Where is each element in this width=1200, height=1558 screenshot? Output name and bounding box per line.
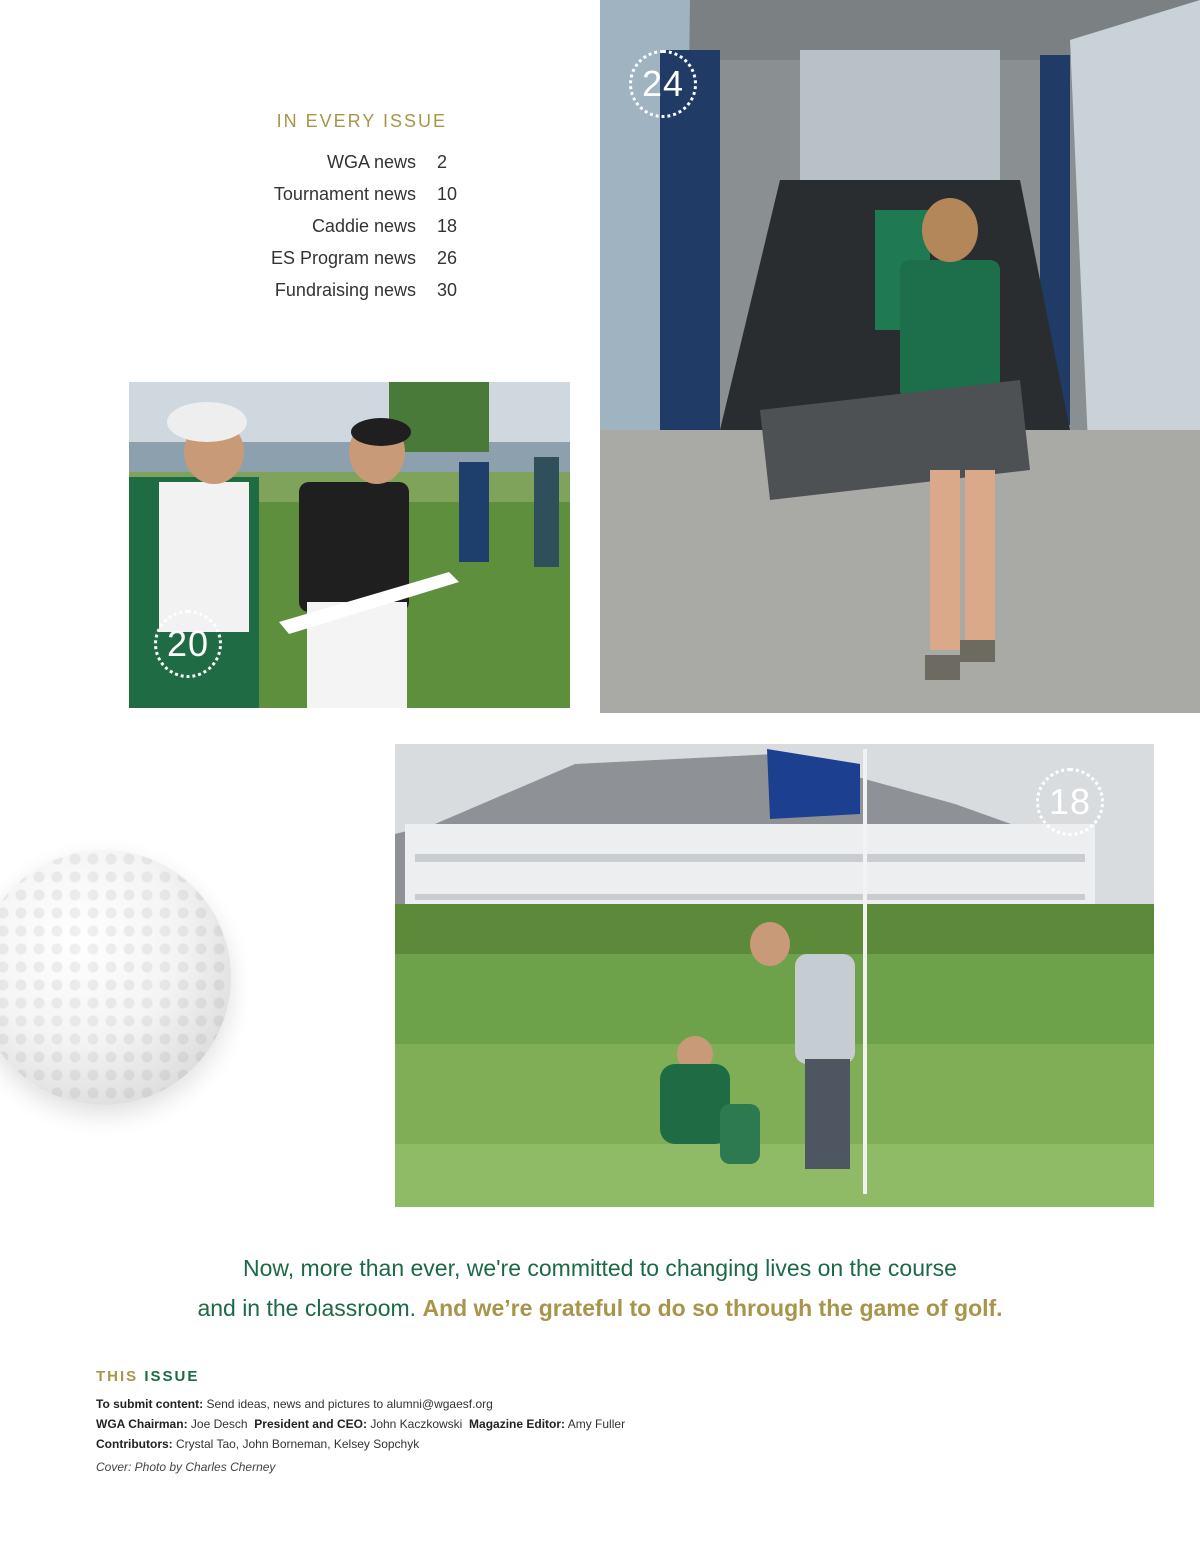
ceo-name: John Kaczkowski xyxy=(370,1417,463,1431)
toc-item-label: ES Program news xyxy=(270,247,416,268)
contributors-line xyxy=(96,1437,419,1451)
tagline-line-1: Now, more than ever, we're committed to changing lives on the course xyxy=(243,1255,957,1281)
toc-item-es-program-news[interactable] xyxy=(200,242,500,274)
tagline-line-2 xyxy=(100,1288,1100,1328)
editor-label: Magazine Editor: xyxy=(469,1417,566,1431)
toc-item-tournament-news[interactable] xyxy=(200,178,500,210)
toc-item-fundraising-news[interactable] xyxy=(200,274,500,306)
toc-item-label: Fundraising news xyxy=(274,279,416,300)
submit-content-line xyxy=(96,1397,493,1411)
tagline-line-2-green: and in the classroom. xyxy=(197,1295,417,1321)
page-badge-18: 18 xyxy=(1036,768,1104,836)
toc-item-label: Tournament news xyxy=(273,183,416,204)
toc-list xyxy=(200,146,500,306)
toc-heading: IN EVERY ISSUE xyxy=(276,111,447,131)
toc-item-page: 10 xyxy=(437,183,458,204)
toc-item-page: 30 xyxy=(437,279,458,300)
toc-item-page: 18 xyxy=(437,215,458,236)
this-issue-heading-part1: THIS xyxy=(96,1368,139,1385)
page-badge-24: 24 xyxy=(629,50,697,118)
cover-credit: Cover: Photo by Charles Cherney xyxy=(96,1460,276,1474)
toc-item-label: Caddie news xyxy=(311,215,416,236)
toc-item-page: 2 xyxy=(437,151,448,172)
golf-ball-graphic xyxy=(0,850,231,1105)
contributors-names: Crystal Tao, John Borneman, Kelsey Sopchyk xyxy=(176,1437,420,1451)
chairman-label: WGA Chairman: xyxy=(96,1417,188,1431)
tagline xyxy=(100,1248,1100,1328)
staff-line xyxy=(96,1417,625,1431)
submit-content-text: Send ideas, news and pictures to alumni@wgaesf.org xyxy=(206,1397,493,1411)
this-issue-heading-part2: ISSUE xyxy=(144,1368,200,1385)
toc-item-label: WGA news xyxy=(326,151,416,172)
this-issue-heading xyxy=(96,1368,199,1385)
tunnel-caddie-illustration xyxy=(600,0,1200,713)
toc-item-caddie-news[interactable] xyxy=(200,210,500,242)
putting-green-photo[interactable] xyxy=(395,744,1154,1207)
player-signing-photo[interactable] xyxy=(129,382,570,708)
toc-item-wga-news[interactable] xyxy=(200,146,500,178)
editor-name: Amy Fuller xyxy=(567,1417,626,1431)
toc-item-page: 26 xyxy=(437,247,458,268)
tunnel-caddie-photo[interactable] xyxy=(600,0,1200,713)
contributors-label: Contributors: xyxy=(96,1437,173,1451)
submit-content-label: To submit content: xyxy=(96,1397,204,1411)
ceo-label: President and CEO: xyxy=(254,1417,367,1431)
tagline-line-2-gold: And we’re grateful to do so through the game of golf. xyxy=(422,1295,1003,1321)
chairman-name: Joe Desch xyxy=(190,1417,248,1431)
page-badge-20: 20 xyxy=(154,610,222,678)
